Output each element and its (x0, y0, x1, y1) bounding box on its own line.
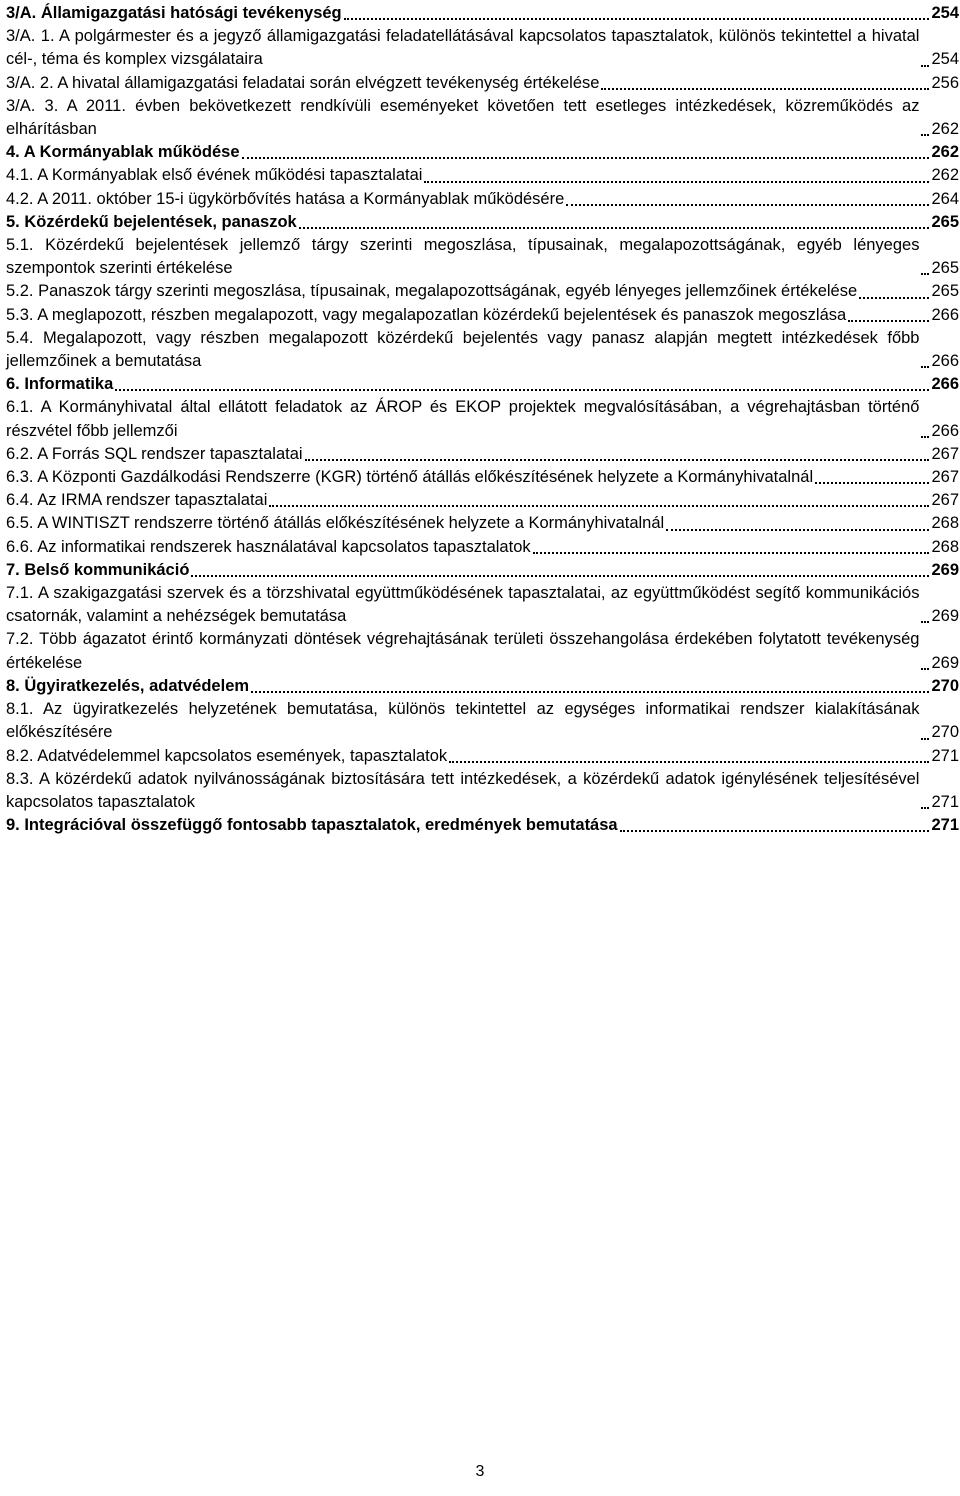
toc-entry[interactable] (6, 489, 959, 512)
toc-entry-page: 254 (931, 4, 959, 22)
toc-entry[interactable] (6, 466, 959, 489)
toc-entry-page: 270 (931, 723, 959, 742)
toc-entry-page: 267 (931, 468, 959, 487)
dot-leader (848, 320, 929, 322)
toc-entry-title: 8.1. Az ügyiratkezelés helyzetének bemutatása, különös tekintettel az egységes informatikai rendszer kialakításának előkészítésére (6, 700, 920, 742)
toc-entry[interactable] (6, 141, 959, 164)
dot-leader (921, 65, 929, 67)
dot-leader (533, 552, 930, 554)
toc-entry-title: 3/A. 1. A polgármester és a jegyző államigazgatási feladatellátásával kapcsolatos tapasztalatok, különös tekintettel a hivatal cél-, téma és komplex vizsgálataira (6, 27, 920, 69)
toc-entry-page: 254 (931, 50, 959, 69)
dot-leader (251, 691, 929, 693)
dot-leader (620, 830, 930, 832)
toc-entry[interactable] (6, 373, 959, 396)
toc-entry[interactable] (6, 2, 959, 25)
dot-leader (305, 459, 930, 461)
dot-leader (921, 738, 929, 740)
toc-entry[interactable] (6, 512, 959, 535)
toc-entry-title: 6.4. Az IRMA rendszer tapasztalatai (6, 491, 268, 510)
dot-leader (921, 134, 929, 136)
dot-leader (921, 668, 929, 670)
toc-entry-title: 6.1. A Kormányhivatal által ellátott feladatok az ÁROP és EKOP projektek megvalósításában, a végrehajtásban történő részvétel főbb jellemzői (6, 398, 920, 440)
toc-entry[interactable] (6, 327, 959, 373)
toc-entry-title: 4.2. A 2011. október 15-i ügykörbővítés hatása a Kormányablak működésére (6, 189, 565, 208)
toc-entry-page: 264 (931, 189, 959, 208)
dot-leader (449, 761, 929, 763)
toc-entry-page: 270 (931, 676, 959, 695)
toc-entry-title: 6.3. A Központi Gazdálkodási Rendszerre (KGR) történő átállás előkészítésének helyzete a Kormányhivatalnál (6, 468, 814, 487)
dot-leader (921, 807, 929, 809)
dot-leader (921, 273, 929, 275)
toc-entry-page: 262 (931, 143, 959, 162)
toc-entry[interactable] (6, 536, 959, 559)
dot-leader (269, 505, 929, 507)
toc-entry-title: 6.2. A Forrás SQL rendszer tapasztalatai (6, 444, 303, 463)
toc-entry-title: 6. Informatika (6, 375, 114, 394)
dot-leader (191, 575, 929, 577)
table-of-contents (6, 2, 959, 837)
toc-entry-page: 271 (931, 792, 959, 811)
dot-leader (666, 529, 929, 531)
dot-leader (344, 18, 930, 20)
toc-entry-page: 271 (931, 816, 959, 835)
toc-entry-page: 269 (931, 653, 959, 672)
toc-entry[interactable] (6, 234, 959, 280)
toc-entry[interactable] (6, 698, 959, 744)
toc-entry-page: 262 (931, 120, 959, 139)
dot-leader (859, 297, 929, 299)
dot-leader (921, 436, 929, 438)
dot-leader (424, 181, 929, 183)
toc-entry[interactable] (6, 280, 959, 303)
dot-leader (921, 366, 929, 368)
toc-entry-title: 5. Közérdekű bejelentések, panaszok (6, 212, 297, 231)
toc-entry[interactable] (6, 814, 959, 837)
toc-entry-page: 266 (931, 375, 959, 394)
toc-entry-page: 266 (931, 421, 959, 440)
toc-entry-page: 265 (931, 212, 959, 231)
page-number: 3 (475, 1463, 485, 1480)
toc-entry[interactable] (6, 211, 959, 234)
toc-entry-page: 267 (931, 444, 959, 463)
toc-entry[interactable] (6, 188, 959, 211)
toc-entry[interactable] (6, 768, 959, 814)
toc-entry-page: 265 (931, 282, 959, 301)
dot-leader (115, 389, 929, 391)
toc-entry-page: 266 (931, 352, 959, 371)
toc-entry-page: 265 (931, 259, 959, 278)
toc-entry-page: 268 (931, 514, 959, 533)
toc-entry[interactable] (6, 559, 959, 582)
toc-entry-page: 269 (931, 560, 959, 579)
toc-entry[interactable] (6, 72, 959, 95)
toc-entry-title: 8.2. Adatvédelemmel kapcsolatos események, tapasztalatok (6, 746, 448, 765)
toc-entry-title: 8.3. A közérdekű adatok nyilvánosságának biztosítására tett intézkedések, a közérdekű adatok igénylésének teljesítésével kapcsolatos tapasztalatok (6, 769, 920, 811)
toc-entry-title: 9. Integrációval összefüggő fontosabb tapasztalatok, eredmények bemutatása (6, 816, 618, 835)
toc-entry[interactable] (6, 582, 959, 628)
toc-entry[interactable] (6, 164, 959, 187)
dot-leader (921, 621, 929, 623)
toc-entry-page: 271 (931, 746, 959, 765)
toc-entry[interactable] (6, 443, 959, 466)
toc-entry-title: 8. Ügyiratkezelés, adatvédelem (6, 676, 250, 695)
toc-entry[interactable] (6, 745, 959, 768)
toc-entry-page: 266 (931, 305, 959, 324)
toc-entry-page: 268 (931, 537, 959, 556)
toc-entry-title: 3/A. Államigazgatási hatósági tevékenység (6, 4, 342, 22)
toc-entry[interactable] (6, 675, 959, 698)
toc-entry-title: 5.4. Megalapozott, vagy részben megalapozott közérdekű bejelentés vagy panasz alapján megtett intézkedések főbb jellemzőinek a bemutatása (6, 328, 920, 371)
dot-leader (815, 482, 929, 484)
toc-entry-title: 5.3. A meglapozott, részben megalapozott, vagy megalapozatlan közérdekű bejelentések és panaszok megoszlása (6, 305, 847, 324)
dot-leader (242, 157, 930, 159)
dot-leader (601, 88, 929, 90)
dot-leader (299, 227, 930, 229)
toc-entry-title: 6.5. A WINTISZT rendszerre történő átállás előkészítésének helyzete a Kormányhivatalnál (6, 514, 665, 533)
dot-leader (566, 204, 929, 206)
toc-entry-title: 7. Belső kommunikáció (6, 560, 190, 579)
toc-entry-title: 5.2. Panaszok tárgy szerinti megoszlása, típusainak, megalapozottságának, egyéb lényeges jellemzőinek értékelése (6, 282, 858, 301)
toc-entry[interactable] (6, 396, 959, 442)
toc-entry-title: 5.1. Közérdekű bejelentések jellemző tárgy szerinti megoszlása, típusainak, megalapozottságának, egyéb lényeges szempontok szerinti értékelése (6, 236, 920, 278)
toc-entry-page: 267 (931, 491, 959, 510)
toc-entry-title: 7.2. Több ágazatot érintő kormányzati döntések végrehajtásának területi összehangolása érdekében folytatott tevékenység értékelése (6, 630, 920, 672)
toc-entry[interactable] (6, 95, 959, 141)
toc-entry-title: 3/A. 2. A hivatal államigazgatási feladatai során elvégzett tevékenység értékelése (6, 73, 600, 92)
toc-entry[interactable] (6, 25, 959, 71)
toc-entry-title: 4.1. A Kormányablak első évének működési tapasztalatai (6, 166, 423, 185)
toc-entry[interactable] (6, 304, 959, 327)
toc-entry-title: 3/A. 3. A 2011. évben bekövetkezett rendkívüli eseményeket követően tett esetleges intézkedések, közreműködés az elhárításban (6, 96, 920, 139)
toc-entry[interactable] (6, 628, 959, 674)
toc-entry-page: 256 (931, 73, 959, 92)
toc-entry-title: 4. A Kormányablak működése (6, 143, 240, 162)
toc-entry-title: 6.6. Az informatikai rendszerek használatával kapcsolatos tapasztalatok (6, 537, 531, 556)
toc-entry-page: 269 (931, 607, 959, 626)
toc-entry-title: 7.1. A szakigazgatási szervek és a törzshivatal együttműködésének tapasztalatai, az együttműködést segítő kommunikációs csatornák, valamint a nehézségek bemutatása (6, 584, 920, 626)
toc-entry-page: 262 (931, 166, 959, 185)
